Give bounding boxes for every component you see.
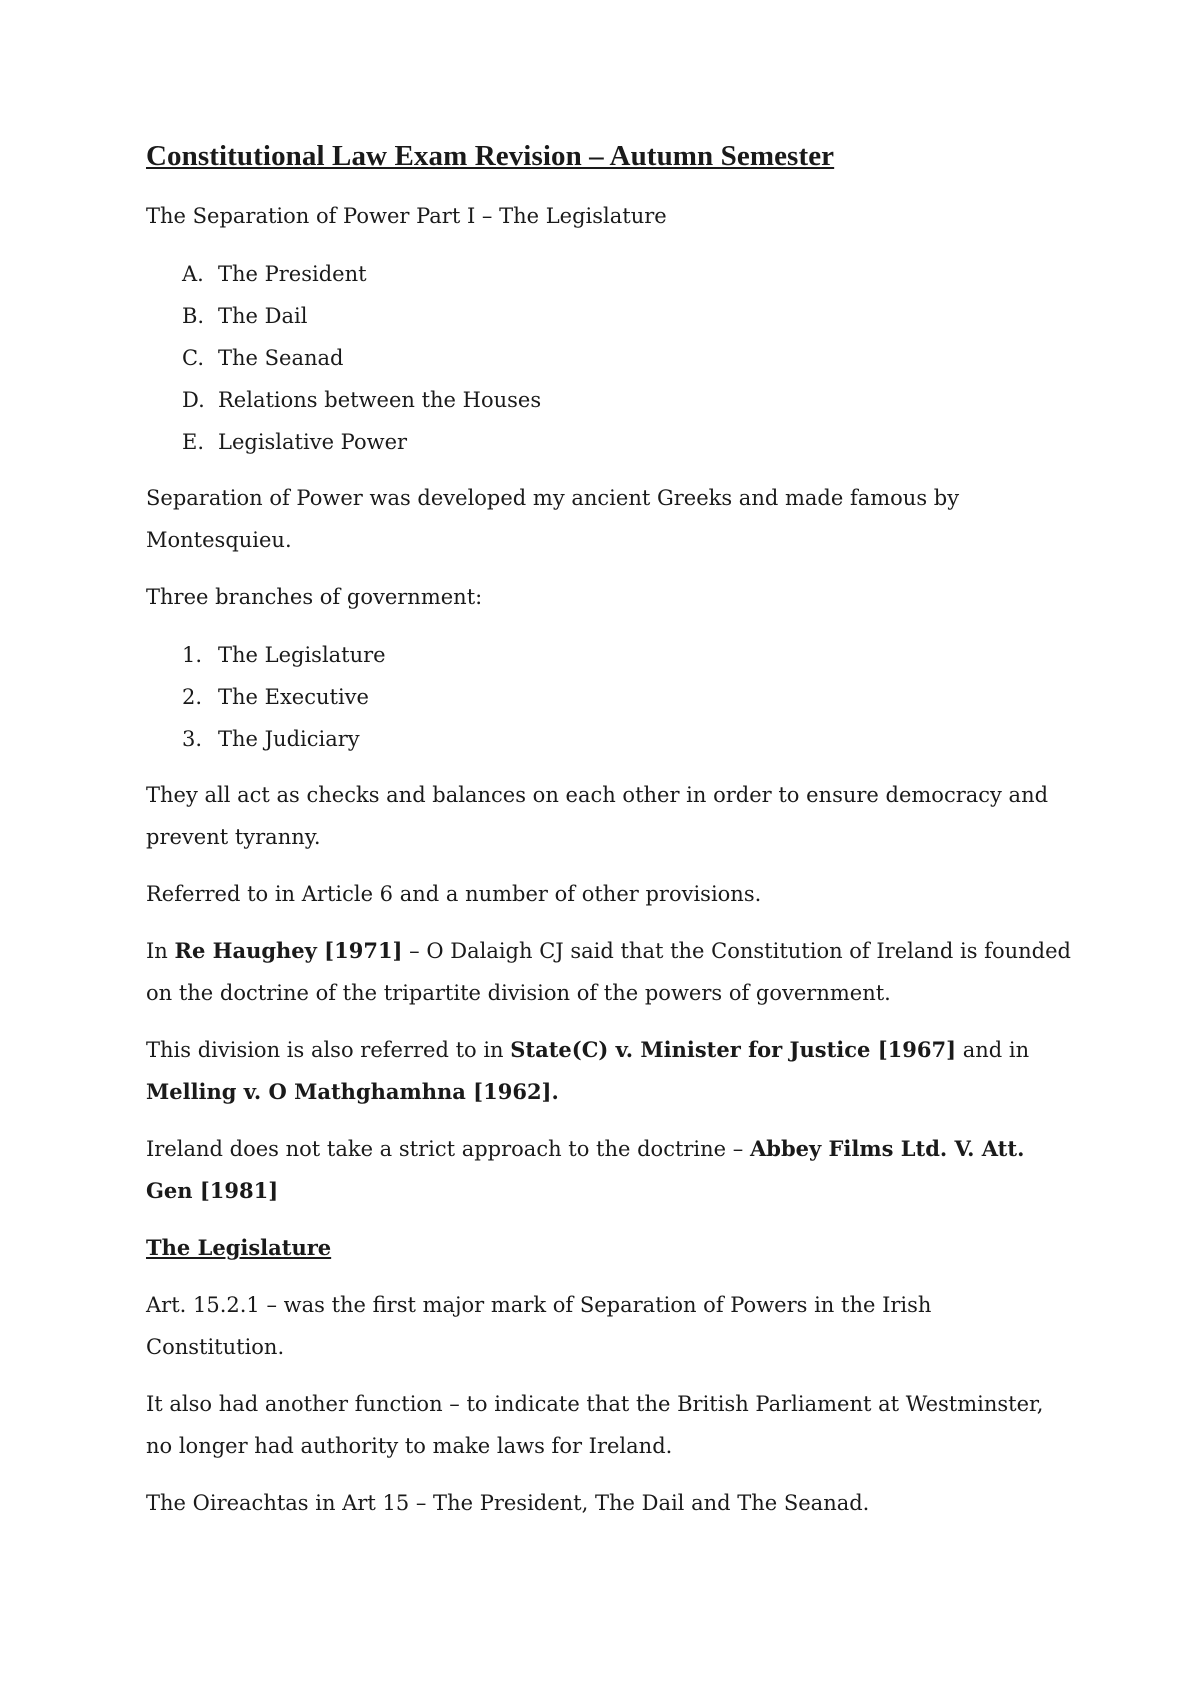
case-citation: Abbey Films Ltd. V. Att. Gen [1981] [146, 1136, 1025, 1203]
list-item [146, 295, 1076, 337]
list-item-text: The Seanad [218, 346, 344, 370]
list-item [146, 676, 1076, 718]
list-item [146, 337, 1076, 379]
text-run: This division is also referred to in [146, 1038, 511, 1062]
case-citation: Melling v. O Mathghamhna [1962]. [146, 1079, 559, 1104]
list-item [146, 253, 1076, 295]
list-marker: B. [182, 304, 205, 328]
list-marker: A. [182, 262, 204, 286]
text-run: In [146, 939, 175, 963]
list-item [146, 634, 1076, 676]
list-item [146, 718, 1076, 760]
section-heading-text: The Legislature [146, 1235, 332, 1260]
case-citation: State(C) v. Minister for Justice [1967] [510, 1037, 957, 1062]
list-item-text: The President [218, 262, 367, 286]
paragraph-oireachtas: The Oireachtas in Art 15 – The President, The Dail and The Seanad. [146, 1491, 870, 1515]
paragraph-montesquieu: Separation of Power was developed my ancient Greeks and made famous by Montesquieu. [146, 486, 960, 552]
list-item-text: The Judiciary [218, 727, 360, 751]
list-marker: D. [182, 388, 205, 412]
list-item [146, 379, 1076, 421]
paragraph-strict-approach [146, 1128, 1076, 1212]
text-run: Ireland does not take a strict approach to the doctrine – [146, 1137, 750, 1161]
paragraph-branches-intro: Three branches of government: [146, 585, 483, 609]
list-item-text: Legislative Power [218, 430, 408, 454]
list-item-text: The Legislature [218, 643, 386, 667]
list-marker: 1. [182, 643, 203, 667]
list-marker: 2. [182, 685, 203, 709]
paragraph-division-cases [146, 1029, 1076, 1113]
lettered-list [146, 253, 1076, 463]
case-citation: Re Haughey [1971] [174, 938, 403, 963]
subtitle: The Separation of Power Part I – The Legislature [146, 204, 667, 228]
list-marker: E. [182, 430, 205, 454]
paragraph-checks-balances: They all act as checks and balances on each other in order to ensure democracy and prevent tyranny. [146, 783, 1049, 849]
paragraph-article-6: Referred to in Article 6 and a number of other provisions. [146, 882, 762, 906]
text-run: – O Dalaigh CJ said that the Constitution of Ireland is founded on the doctrine of the tripartite division of the powers of government. [146, 939, 1071, 1005]
paragraph-re-haughey [146, 930, 1076, 1014]
list-item [146, 421, 1076, 463]
list-marker: C. [182, 346, 204, 370]
document-title: Constitutional Law Exam Revision – Autumn Semester [146, 140, 835, 172]
list-item-text: The Dail [218, 304, 308, 328]
list-marker: 3. [182, 727, 203, 751]
list-item-text: Relations between the Houses [218, 388, 542, 412]
paragraph-art-15: Art. 15.2.1 – was the first major mark of Separation of Powers in the Irish Constitution. [146, 1293, 932, 1359]
section-heading [146, 1227, 1076, 1269]
numbered-list [146, 634, 1076, 760]
document-body [146, 140, 1076, 1539]
paragraph-westminster: It also had another function – to indicate that the British Parliament at Westminster, no longer had authority to make laws for Ireland. [146, 1392, 1044, 1458]
text-run: and in [956, 1038, 1030, 1062]
list-item-text: The Executive [218, 685, 369, 709]
